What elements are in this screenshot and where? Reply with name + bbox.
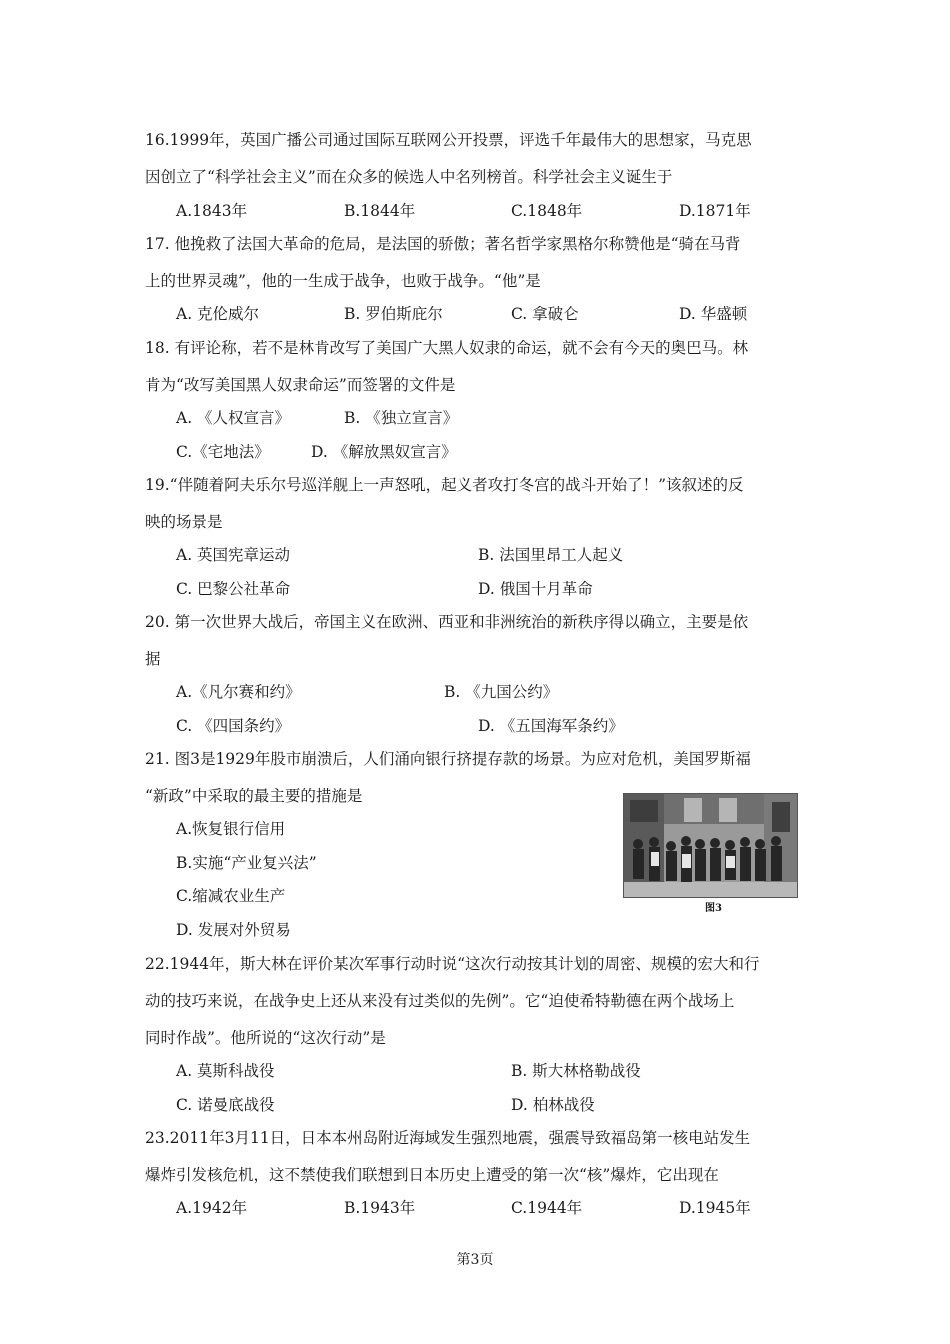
q17-stem-line2: 上的世界灵魂”，他的一生成于战争，也败于战争。“他”是 bbox=[145, 272, 541, 290]
q21-option-a: A.恢复银行信用 bbox=[176, 820, 286, 838]
q20-option-d: D. 《五国海军条约》 bbox=[478, 717, 624, 735]
q18-option-a: A. 《人权宣言》 bbox=[176, 409, 291, 427]
q23-option-c: C.1944年 bbox=[511, 1199, 583, 1217]
q18-stem-line1: 18. 有评论称，若不是林肯改写了美国广大黑人奴隶的命运，就不会有今天的奥巴马。林 bbox=[145, 339, 749, 357]
q21-stem-line1: 21. 图3是1929年股市崩溃后，人们涌向银行挤提存款的场景。为应对危机，美国罗斯福 bbox=[145, 750, 751, 768]
q20-option-a: A.《凡尔赛和约》 bbox=[176, 683, 301, 701]
q18-stem-line2: 肯为“改写美国黑人奴隶命运”而签署的文件是 bbox=[145, 376, 456, 394]
q17-option-d: D. 华盛顿 bbox=[679, 305, 748, 323]
q16-option-a: A.1843年 bbox=[176, 202, 248, 220]
q22-option-b: B. 斯大林格勒战役 bbox=[511, 1062, 641, 1080]
q19-option-b: B. 法国里昂工人起义 bbox=[478, 546, 624, 564]
q19-stem-line2: 映的场景是 bbox=[145, 513, 223, 531]
q23-option-a: A.1942年 bbox=[176, 1199, 248, 1217]
q16-option-d: D.1871年 bbox=[679, 202, 751, 220]
bank-run-photo bbox=[623, 793, 798, 898]
q21-option-d: D. 发展对外贸易 bbox=[176, 921, 291, 939]
q16-stem-line2: 因创立了“科学社会主义”而在众多的候选人中名列榜首。科学社会主义诞生于 bbox=[145, 168, 673, 186]
q17-option-c: C. 拿破仑 bbox=[511, 305, 579, 323]
q22-option-d: D. 柏林战役 bbox=[511, 1096, 595, 1114]
figure-3 bbox=[623, 793, 798, 913]
page-number: 第3页 bbox=[456, 1252, 494, 1268]
q17-option-a: A. 克伦威尔 bbox=[176, 305, 260, 323]
q20-stem-line2: 据 bbox=[145, 650, 161, 668]
q23-stem-line2: 爆炸引发核危机，这不禁使我们联想到日本历史上遭受的第一次“核”爆炸，它出现在 bbox=[145, 1166, 719, 1184]
q19-option-a: A. 英国宪章运动 bbox=[176, 546, 291, 564]
q21-option-b: B.实施“产业复兴法” bbox=[176, 854, 317, 872]
q21-stem-line2: “新政”中采取的最主要的措施是 bbox=[145, 787, 363, 805]
q19-stem-line1: 19.“伴随着阿夫乐尔号巡洋舰上一声怒吼，起义者攻打冬宫的战斗开始了！”该叙述的反 bbox=[145, 476, 744, 494]
q18-option-b: B. 《独立宣言》 bbox=[344, 409, 459, 427]
q23-stem-line1: 23.2011年3月11日，日本本州岛附近海域发生强烈地震，强震导致福岛第一核电站发生 bbox=[145, 1129, 751, 1147]
q22-stem-line2: 动的技巧来说，在战争史上还从来没有过类似的先例”。它“迫使希特勒德在两个战场上 bbox=[145, 992, 735, 1010]
q21-option-c: C.缩减农业生产 bbox=[176, 887, 286, 905]
q18-option-d: D. 《解放黑奴宣言》 bbox=[311, 443, 457, 461]
q22-option-c: C. 诺曼底战役 bbox=[176, 1096, 275, 1114]
q20-stem-line1: 20. 第一次世界大战后，帝国主义在欧洲、西亚和非洲统治的新秩序得以确立，主要是依 bbox=[145, 613, 749, 631]
q19-option-d: D. 俄国十月革命 bbox=[478, 580, 593, 598]
q20-option-c: C. 《四国条约》 bbox=[176, 717, 291, 735]
q22-stem-line1: 22.1944年，斯大林在评价某次军事行动时说“这次行动按其计划的周密、规模的宏大和行 bbox=[145, 955, 760, 973]
q17-stem-line1: 17. 他挽救了法国大革命的危局，是法国的骄傲；著名哲学家黑格尔称赞他是“骑在马背 bbox=[145, 235, 741, 253]
q16-option-c: C.1848年 bbox=[511, 202, 583, 220]
q22-option-a: A. 莫斯科战役 bbox=[176, 1062, 275, 1080]
q23-option-d: D.1945年 bbox=[679, 1199, 751, 1217]
crowd-photo-illustration bbox=[624, 794, 797, 897]
q22-stem-line3: 同时作战”。他所说的“这次行动”是 bbox=[145, 1029, 386, 1047]
q19-option-c: C. 巴黎公社革命 bbox=[176, 580, 291, 598]
q16-option-b: B.1844年 bbox=[344, 202, 416, 220]
q16-stem-line1: 16.1999年，英国广播公司通过国际互联网公开投票，评选千年最伟大的思想家，马克思 bbox=[145, 131, 752, 149]
q20-option-b: B. 《九国公约》 bbox=[444, 683, 559, 701]
q18-option-c: C.《宅地法》 bbox=[176, 443, 270, 461]
figure-3-caption: 图3 bbox=[705, 903, 722, 914]
q17-option-b: B. 罗伯斯庇尔 bbox=[344, 305, 443, 323]
q23-option-b: B.1943年 bbox=[344, 1199, 416, 1217]
